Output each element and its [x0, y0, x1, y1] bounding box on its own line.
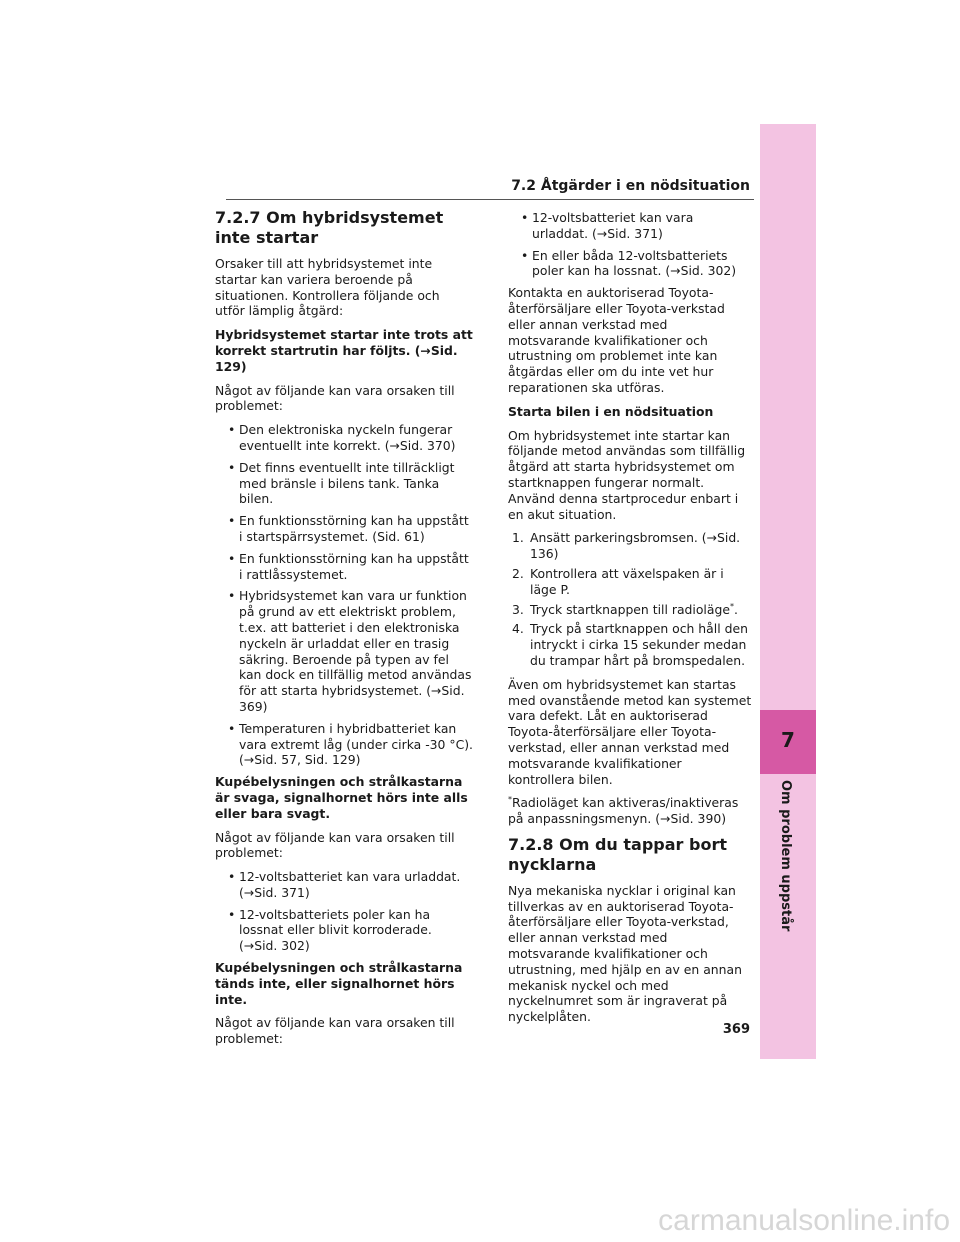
case2-title: Kupébelysningen och strålkastarna är svaga, signalhornet hörs inte alls eller bara svagt.	[215, 774, 468, 821]
intro-paragraph: Orsaker till att hybridsystemet inte startar kan variera beroende på situationen. Kontrollera följande och utför lämplig åtgärd:	[215, 256, 440, 319]
section-heading-7-2-7: 7.2.7 Om hybridsystemet inte startar	[215, 208, 444, 247]
step-text: Tryck startknappen till radioläge	[530, 601, 730, 617]
case3-lead: Något av följande kan vara orsaken till problemet:	[215, 1015, 455, 1047]
list-item: • Det finns eventuellt inte tillräckligt med bränsle i bilens tank. Tanka bilen.	[215, 460, 473, 507]
step-number: 1.	[512, 530, 524, 546]
step-text: Kontrollera att växelspaken är i läge P.	[530, 565, 724, 597]
emergency-start-intro: Om hybridsystemet inte startar kan följande metod användas som tillfällig åtgärd att starta hybridsystemet om startknappen fungerar normalt. Använd denna startprocedur enbart i en akut situation.	[508, 427, 746, 522]
left-column	[215, 208, 473, 1055]
list-item: • 12-voltsbatteriet kan vara urladdat. (→Sid. 371)	[215, 869, 473, 901]
step-item	[508, 566, 752, 598]
contact-paragraph: Kontakta en auktoriserad Toyota-återförsäljare eller Toyota-verkstad eller annan verkstad med motsvarande kvalifikationer och utrustning om problemet inte kan åtgärdas eller om du inte vet hur reparationen ska utföras.	[508, 285, 725, 395]
list-item: • Hybridsystemet kan vara ur funktion på grund av ett elektriskt problem, t.ex. att batteriet i den elektroniska nyckeln är urladdat eller en trasig säkring. Beroende på typen av fel kan dock en tillfällig metod användas för att starta hybridsystemet. (→Sid. 369)	[215, 588, 473, 714]
list-item: • 12-voltsbatteriet kan vara urladdat. (→Sid. 371)	[508, 210, 752, 242]
list-item: • Den elektroniska nyckeln fungerar eventuellt inte korrekt. (→Sid. 370)	[215, 422, 473, 454]
lost-keys-paragraph: Nya mekaniska nycklar i original kan tillverkas av en auktoriserad Toyota-återförsäljare eller Toyota-verkstad, eller annan verkstad med motsvarande kvalifikationer och utrustning, med hjälp en av en annan mekanisk nyckel och med nyckelnumret som är ingraverat på nyckelplåten.	[508, 882, 742, 1025]
case1-title: Hybridsystemet startar inte trots att korrekt startrutin har följts. (→Sid. 129)	[215, 327, 473, 374]
watermark: carmanualsonline.info	[658, 1204, 950, 1237]
list-item: • En eller båda 12-voltsbatteriets poler kan ha lossnat. (→Sid. 302)	[508, 248, 752, 280]
step-item	[508, 530, 752, 562]
list-item: • Temperaturen i hybridbatteriet kan vara extremt låg (under cirka -30 °C). (→Sid. 57, Sid. 129)	[215, 721, 473, 768]
page-number: 369	[722, 1022, 750, 1037]
right-column	[508, 210, 752, 1033]
emergency-start-title: Starta bilen i en nödsituation	[508, 403, 714, 419]
footnote-marker: *	[729, 601, 734, 611]
section-heading-7-2-8: 7.2.8 Om du tappar bort nycklarna	[508, 834, 727, 874]
step-text-end: .	[733, 601, 738, 617]
step-text: Ansätt parkeringsbromsen. (→Sid. 136)	[530, 530, 741, 562]
step-number: 3.	[512, 601, 524, 617]
footnote	[508, 795, 752, 827]
case2-list	[215, 869, 473, 954]
step-number: 4.	[512, 621, 524, 637]
list-item: • En funktionsstörning kan ha uppstått i startspärrsystemet. (Sid. 61)	[215, 513, 473, 545]
step-number: 2.	[512, 565, 524, 581]
warning-paragraph: Även om hybridsystemet kan startas med ovanstående metod kan systemet vara defekt. Låt en auktoriserad Toyota-återförsäljare eller Toyota-verkstad, eller annan verkstad med motsvarande kvalifikationer kontrollera bilen.	[508, 676, 752, 787]
running-header-title: 7.2 Åtgärder i en nödsituation	[511, 178, 750, 194]
case1-list	[215, 422, 473, 768]
header-divider	[226, 199, 754, 200]
chapter-number: 7	[781, 728, 795, 752]
case2-lead: Något av följande kan vara orsaken till problemet:	[215, 829, 455, 861]
step-item	[508, 602, 752, 618]
case3-title: Kupébelysningen och strålkastarna tänds inte, eller signalhornet hörs inte.	[215, 960, 463, 1007]
list-item: • 12-voltsbatteriets poler kan ha lossnat eller blivit korroderade. (→Sid. 302)	[215, 907, 473, 954]
emergency-steps	[508, 530, 752, 668]
chapter-title-vertical: Om problem uppstår	[778, 780, 793, 932]
step-text: Tryck på startknappen och håll den intryckt i cirka 15 sekunder medan du trampar hårt på bromspedalen.	[530, 621, 748, 668]
footnote-marker: *	[508, 795, 512, 805]
case3-list	[508, 210, 752, 279]
step-item	[508, 621, 752, 668]
list-item: • En funktionsstörning kan ha uppstått i rattlåssystemet.	[215, 551, 473, 583]
case1-lead: Något av följande kan vara orsaken till problemet:	[215, 382, 455, 414]
footnote-text: Radioläget kan aktiveras/inaktiveras på anpassningsmenyn. (→Sid. 390)	[508, 795, 739, 827]
